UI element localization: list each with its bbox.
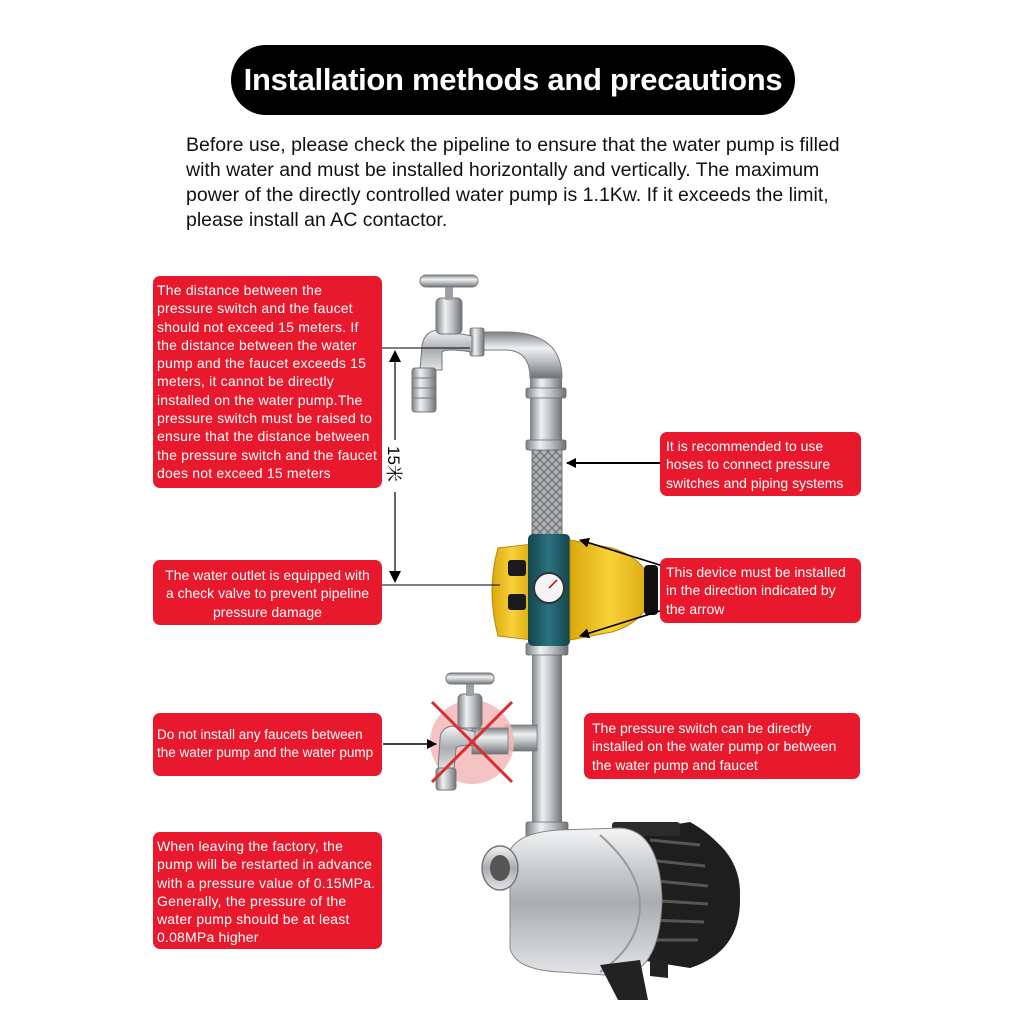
dimension-label: 15米 bbox=[384, 446, 403, 482]
dimension-indicator bbox=[382, 348, 500, 585]
callout-hoses: It is recommended to use hoses to connect pressure switches and piping systems bbox=[660, 432, 861, 496]
pressure-switch bbox=[492, 534, 658, 646]
intro-paragraph: Before use, please check the pipeline to ensure that the water pump is filled with water and must be installed horizontally and vertically. The maximum power of the directly controlled water pump is 1.1Kw. If it exceeds the limit, please install an AC contactor. bbox=[186, 134, 840, 231]
pipe-coupling bbox=[526, 388, 566, 398]
callout-direct-install: The pressure switch can be directly installed on the water pump or between the water pump and faucet bbox=[584, 713, 860, 779]
pipe-elbow bbox=[478, 332, 562, 378]
page-title-text: Installation methods and precautions bbox=[243, 62, 783, 97]
top-faucet bbox=[412, 275, 484, 412]
prohibited-faucet bbox=[430, 673, 514, 790]
braided-hose bbox=[532, 445, 562, 540]
water-pump bbox=[482, 822, 740, 1000]
callout-factory-pressure: When leaving the factory, the pump will be restarted in advance with a pressure value of 0.15MPa. Generally, the pressure of the water pump should be at least 0.08MPa higher bbox=[153, 832, 382, 949]
upper-pipe bbox=[530, 375, 562, 445]
callout-arrow-direction: This device must be installed in the direction indicated by the arrow bbox=[660, 558, 861, 623]
pipe-coupling bbox=[526, 440, 566, 450]
callout-check-valve: The water outlet is equipped with a check valve to prevent pipeline pressure damage bbox=[153, 560, 382, 625]
callout-no-faucets: Do not install any faucets between the water pump and the water pump bbox=[153, 713, 382, 776]
callout-faucet-distance: The distance between the pressure switch and the faucet should not exceed 15 meters. If the distance between the water pump and the faucet exceeds 15 meters, it cannot be directly installed on the water pump.The pressure switch must be raised to ensure that the distance between the pressure switch and the faucet does not exceed 15 meters bbox=[153, 276, 382, 488]
